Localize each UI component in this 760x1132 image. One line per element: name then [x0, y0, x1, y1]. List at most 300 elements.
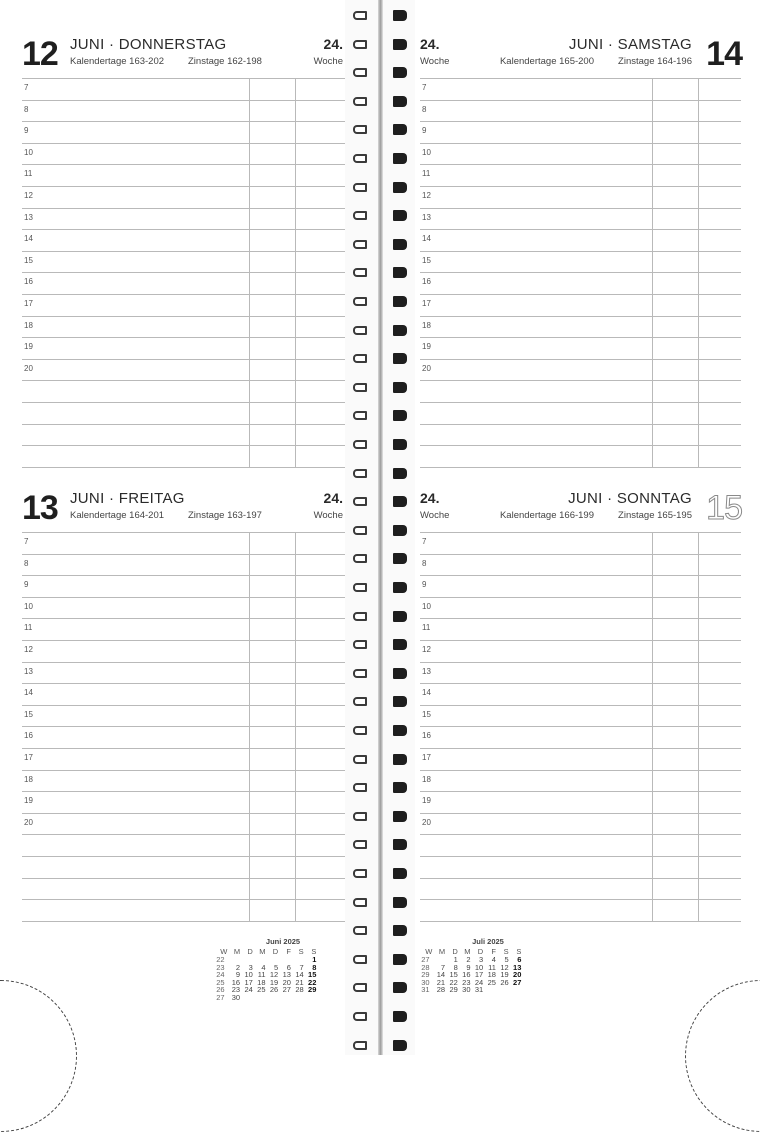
weekday-header: M: [259, 947, 266, 956]
hour-row[interactable]: [420, 208, 741, 230]
binding-coil: [353, 1011, 409, 1023]
hour-row[interactable]: [22, 726, 345, 748]
hour-row[interactable]: [420, 316, 741, 338]
day-block-sunday: [415, 486, 760, 926]
hour-row[interactable]: [22, 380, 345, 402]
hour-row[interactable]: [420, 726, 741, 748]
hour-row[interactable]: [420, 575, 741, 597]
hour-row[interactable]: [420, 532, 741, 554]
binding-coil: [353, 96, 409, 108]
hour-label: 10: [24, 601, 33, 611]
week-number-cell: 29: [421, 970, 430, 980]
hour-row[interactable]: [22, 748, 345, 770]
punch-hole-right: [685, 980, 760, 1132]
grid-bottom-line: [22, 921, 345, 922]
date-cell: 10: [474, 962, 484, 972]
binding-coil: [353, 611, 409, 623]
date-cell: 15: [449, 970, 458, 980]
hour-label: 9: [422, 126, 427, 136]
date-cell: 26: [269, 985, 279, 995]
grid-bottom-line: [420, 921, 741, 922]
date-cell: 19: [500, 970, 509, 980]
hour-row[interactable]: [22, 899, 345, 921]
binding-coil: [353, 439, 409, 451]
column-divider: [698, 532, 699, 922]
column-divider: [249, 78, 250, 468]
hour-row[interactable]: [22, 640, 345, 662]
hour-row[interactable]: [420, 813, 741, 835]
hour-label: 11: [422, 169, 431, 179]
hour-label: 10: [422, 601, 431, 611]
hour-row[interactable]: [22, 597, 345, 619]
weekday-header: M: [464, 947, 471, 956]
column-divider: [295, 532, 296, 922]
hour-row[interactable]: [22, 834, 345, 856]
binding-coil: [353, 67, 409, 79]
date-cell: 20: [282, 977, 291, 987]
binding-coil: [353, 582, 409, 594]
week-number-cell: 28: [421, 962, 430, 972]
hour-label: 19: [24, 796, 33, 806]
binding-coil: [353, 982, 409, 994]
date-cell: 5: [274, 962, 279, 972]
hour-label: 17: [24, 298, 33, 308]
day-block-saturday: [415, 32, 760, 472]
weekday-header: S: [516, 947, 522, 956]
weekday-header: S: [503, 947, 509, 956]
hour-label: 7: [422, 83, 427, 92]
hour-row[interactable]: [22, 813, 345, 835]
hour-label: 8: [422, 104, 427, 114]
hour-label: 11: [24, 169, 33, 179]
binding-coil: [353, 1040, 409, 1052]
column-divider: [698, 78, 699, 468]
hour-row[interactable]: [22, 316, 345, 338]
weekday-header: M: [233, 947, 241, 956]
date-cell: 15: [308, 970, 317, 980]
week-number-cell: 30: [421, 977, 430, 987]
date-cell: 7: [299, 962, 304, 972]
hour-row[interactable]: [22, 856, 345, 878]
date-cell: 25: [257, 985, 266, 995]
date-cell: 17: [474, 970, 484, 980]
hour-label: 16: [24, 731, 33, 741]
day-header: [0, 32, 345, 78]
date-cell: 8: [312, 962, 317, 972]
date-cell: 26: [500, 977, 509, 987]
date-cell: 18: [487, 970, 496, 980]
weekday-header: D: [477, 947, 484, 956]
hour-row[interactable]: [22, 878, 345, 900]
date-cell: 14: [295, 970, 304, 980]
hour-row[interactable]: [420, 748, 741, 770]
date-cell: 1: [312, 955, 317, 964]
weekday-header: D: [452, 947, 458, 956]
hour-row[interactable]: [22, 791, 345, 813]
date-cell: 22: [449, 977, 458, 987]
date-cell: 13: [513, 962, 522, 972]
hour-row[interactable]: [420, 899, 741, 921]
zinstage-text: Zinstage 165-195: [618, 510, 692, 521]
binding-coil: [353, 267, 409, 279]
date-cell: 24: [244, 985, 253, 995]
hour-label: 14: [422, 688, 431, 698]
date-cell: 28: [436, 985, 446, 995]
hour-label: 10: [422, 147, 431, 157]
date-cell: [511, 986, 524, 994]
hour-row[interactable]: [420, 294, 741, 316]
hour-label: 12: [24, 190, 33, 200]
hour-row[interactable]: [420, 100, 741, 122]
hour-row[interactable]: [420, 121, 741, 143]
hour-row[interactable]: [420, 186, 741, 208]
day-title: JUNI · SAMSTAG: [568, 36, 692, 53]
hour-label: 15: [422, 709, 431, 719]
hour-row[interactable]: [420, 380, 741, 402]
week-number: 24.: [420, 490, 440, 506]
hour-row[interactable]: [22, 229, 345, 251]
hour-label: 14: [422, 234, 431, 244]
hour-label: 14: [24, 688, 33, 698]
kalendertage-text: Kalendertage 164-201: [70, 510, 165, 521]
hour-row[interactable]: [420, 683, 741, 705]
binding-coil: [353, 639, 409, 651]
hour-label: 9: [24, 580, 29, 590]
hour-label: 8: [24, 104, 29, 114]
hour-row[interactable]: [420, 791, 741, 813]
hour-row[interactable]: [420, 705, 741, 727]
hour-label: 15: [422, 255, 431, 265]
binding-coil: [353, 210, 409, 222]
date-cell: 12: [500, 962, 509, 972]
hour-row[interactable]: [22, 575, 345, 597]
binding-coil: [353, 811, 409, 823]
hour-row[interactable]: [22, 683, 345, 705]
date-cell: 7: [440, 962, 446, 972]
binding-coil: [353, 668, 409, 680]
hour-row[interactable]: [420, 359, 741, 381]
day-number: 12: [22, 35, 58, 73]
week-number: 24.: [420, 36, 440, 52]
weekday-header: M: [438, 947, 446, 956]
day-title: JUNI · DONNERSTAG: [70, 36, 227, 53]
hour-row[interactable]: [420, 618, 741, 640]
date-cell: [280, 994, 293, 1002]
date-cell: 31: [474, 985, 484, 995]
hour-label: 7: [422, 537, 427, 546]
week-number-cell: 24: [216, 970, 225, 980]
date-cell: 4: [261, 962, 266, 972]
kalendertage-text: Kalendertage 166-199: [499, 510, 594, 521]
mini-calendar-title: Juni 2025: [265, 937, 301, 946]
week-number-cell: 23: [216, 962, 225, 972]
hour-row[interactable]: [22, 445, 345, 467]
hour-label: 19: [422, 796, 431, 806]
hour-row[interactable]: [420, 597, 741, 619]
hour-row[interactable]: [22, 121, 345, 143]
hour-row[interactable]: [420, 834, 741, 856]
date-cell: 30: [231, 992, 241, 1002]
date-cell: [485, 986, 498, 994]
hour-row[interactable]: [420, 251, 741, 273]
week-number-cell: 26: [216, 985, 225, 995]
spiral-binding: [345, 0, 415, 1055]
day-header: [415, 486, 760, 532]
binding-coil: [353, 353, 409, 365]
binding-coil: [353, 153, 409, 165]
week-number-cell: 31: [421, 985, 430, 995]
hour-row[interactable]: [420, 337, 741, 359]
hour-row[interactable]: [22, 251, 345, 273]
week-label: Woche: [420, 510, 450, 521]
date-cell: 8: [453, 962, 458, 972]
date-cell: 1: [453, 955, 458, 964]
hour-row[interactable]: [22, 337, 345, 359]
week-number: 24.: [323, 36, 343, 52]
date-cell: 16: [231, 977, 241, 987]
week-label: Woche: [313, 56, 343, 67]
mini-calendar-grid: [419, 947, 524, 994]
hour-label: 17: [24, 752, 33, 762]
day-number: 14: [706, 35, 742, 73]
hour-row[interactable]: [420, 640, 741, 662]
hour-row[interactable]: [22, 705, 345, 727]
hour-label: 15: [24, 709, 33, 719]
date-cell: 25: [487, 977, 496, 987]
day-number: 15: [706, 489, 742, 527]
weekday-header: W: [220, 947, 228, 956]
hour-row[interactable]: [22, 164, 345, 186]
hour-label: 8: [24, 558, 29, 568]
hour-label: 16: [422, 277, 431, 287]
hour-row[interactable]: [420, 164, 741, 186]
weekday-header: W: [425, 947, 433, 956]
punch-hole-left: [0, 980, 77, 1132]
right-page: [415, 0, 760, 1055]
week-number: 24.: [323, 490, 343, 506]
hour-row[interactable]: [420, 662, 741, 684]
kalendertage-text: Kalendertage 165-200: [499, 56, 594, 67]
binding-coil: [353, 182, 409, 194]
date-cell: [268, 994, 281, 1002]
mini-calendar-juni: [214, 937, 352, 1017]
hour-label: 18: [24, 774, 33, 784]
week-label: Woche: [420, 56, 450, 67]
hour-row[interactable]: [22, 554, 345, 576]
hour-grid[interactable]: [22, 532, 345, 922]
binding-coil: [353, 124, 409, 136]
hour-row[interactable]: [22, 532, 345, 554]
date-cell: 12: [269, 970, 279, 980]
hour-label: 18: [422, 774, 431, 784]
hour-label: 7: [24, 537, 29, 546]
hour-label: 11: [422, 623, 431, 633]
hour-row[interactable]: [22, 78, 345, 100]
hour-label: 13: [422, 212, 431, 222]
hour-row[interactable]: [420, 402, 741, 424]
mini-calendar-juli: [419, 937, 557, 1017]
hour-label: 16: [422, 731, 431, 741]
hour-label: 15: [24, 255, 33, 265]
hour-row[interactable]: [22, 662, 345, 684]
date-cell: 3: [248, 962, 253, 972]
date-cell: 4: [491, 955, 496, 964]
hour-grid[interactable]: [420, 78, 741, 468]
hour-label: 20: [422, 363, 431, 373]
date-cell: 28: [295, 985, 304, 995]
binding-coil: [353, 954, 409, 966]
date-cell: 27: [282, 985, 291, 995]
hour-label: 13: [24, 212, 33, 222]
hour-row[interactable]: [420, 554, 741, 576]
column-divider: [249, 532, 250, 922]
date-cell: 11: [488, 962, 496, 972]
week-label: Woche: [313, 510, 343, 521]
grid-bottom-line: [22, 467, 345, 468]
binding-coil: [353, 10, 409, 22]
hour-row[interactable]: [420, 424, 741, 446]
date-cell: 20: [513, 970, 522, 980]
hour-label: 13: [422, 666, 431, 676]
hour-grid[interactable]: [22, 78, 345, 468]
hour-label: 16: [24, 277, 33, 287]
zinstage-text: Zinstage 163-197: [188, 510, 262, 521]
binding-coil: [353, 382, 409, 394]
date-cell: 30: [462, 985, 471, 995]
zinstage-text: Zinstage 164-196: [618, 56, 692, 67]
hour-label: 12: [422, 190, 431, 200]
hour-label: 12: [422, 644, 431, 654]
date-cell: 29: [308, 985, 317, 995]
date-cell: 13: [282, 970, 291, 980]
hour-label: 17: [422, 298, 431, 308]
hour-row[interactable]: [22, 272, 345, 294]
weekday-header: D: [272, 947, 279, 956]
binding-coil: [353, 296, 409, 308]
column-divider: [652, 78, 653, 468]
hour-row[interactable]: [420, 770, 741, 792]
hour-row[interactable]: [420, 143, 741, 165]
hour-label: 10: [24, 147, 33, 157]
date-cell: 23: [462, 977, 471, 987]
hour-row[interactable]: [22, 100, 345, 122]
hour-label: 18: [24, 320, 33, 330]
hour-label: 13: [24, 666, 33, 676]
column-divider: [652, 532, 653, 922]
week-number-cell: 25: [216, 977, 225, 987]
date-cell: 6: [286, 962, 291, 972]
hour-row[interactable]: [420, 445, 741, 467]
hour-row[interactable]: [420, 878, 741, 900]
binding-coil: [353, 782, 409, 794]
binding-coil: [353, 839, 409, 851]
hour-row[interactable]: [22, 770, 345, 792]
hour-grid[interactable]: [420, 532, 741, 922]
date-cell: [242, 994, 255, 1002]
date-cell: [498, 986, 511, 994]
hour-label: 20: [24, 363, 33, 373]
week-number-cell: 27: [421, 955, 430, 964]
hour-row[interactable]: [22, 402, 345, 424]
kalendertage-text: Kalendertage 163-202: [70, 56, 165, 67]
hour-row[interactable]: [22, 208, 345, 230]
binding-coil: [353, 239, 409, 251]
binding-coil: [353, 325, 409, 337]
binding-coil: [353, 496, 409, 508]
hour-row[interactable]: [22, 186, 345, 208]
zinstage-text: Zinstage 162-198: [188, 56, 262, 67]
date-cell: 21: [436, 977, 446, 987]
hour-label: 17: [422, 752, 431, 762]
weekday-header: D: [247, 947, 253, 956]
hour-row[interactable]: [420, 272, 741, 294]
column-divider: [295, 78, 296, 468]
week-number-cell: 22: [216, 955, 225, 964]
date-cell: 14: [436, 970, 446, 980]
day-header: [415, 32, 760, 78]
hour-label: 18: [422, 320, 431, 330]
binding-coil: [353, 897, 409, 909]
date-cell: 6: [517, 955, 522, 964]
hour-row[interactable]: [22, 143, 345, 165]
hour-label: 9: [422, 580, 427, 590]
hour-label: 11: [24, 623, 33, 633]
hour-row[interactable]: [22, 618, 345, 640]
binding-coil: [353, 925, 409, 937]
weekday-header: F: [491, 947, 496, 956]
date-cell: 10: [244, 970, 253, 980]
mini-calendar-title: Juli 2025: [472, 937, 504, 946]
date-cell: 23: [231, 985, 241, 995]
binding-coil: [353, 410, 409, 422]
hour-row[interactable]: [420, 229, 741, 251]
date-cell: 5: [504, 955, 509, 964]
binding-coil: [353, 868, 409, 880]
hour-row[interactable]: [420, 78, 741, 100]
date-cell: 18: [257, 977, 266, 987]
hour-label: 19: [422, 342, 431, 352]
date-cell: 2: [235, 962, 241, 972]
date-cell: 9: [235, 970, 241, 980]
day-block-thursday: [0, 32, 345, 472]
binding-coil: [353, 39, 409, 51]
day-title: JUNI · FREITAG: [70, 490, 185, 507]
binding-coil: [353, 725, 409, 737]
date-cell: 17: [244, 977, 253, 987]
hour-row[interactable]: [22, 294, 345, 316]
date-cell: [293, 994, 306, 1002]
date-cell: 21: [295, 977, 304, 987]
date-cell: [306, 994, 319, 1002]
left-page: [0, 0, 345, 1055]
binding-coil: [353, 525, 409, 537]
hour-row[interactable]: [420, 856, 741, 878]
date-cell: 9: [466, 962, 471, 972]
date-cell: [255, 994, 268, 1002]
weekday-header: F: [286, 947, 291, 956]
grid-bottom-line: [420, 467, 741, 468]
date-cell: 11: [257, 970, 266, 980]
hour-row[interactable]: [22, 424, 345, 446]
hour-label: 8: [422, 558, 427, 568]
weekday-header: S: [311, 947, 317, 956]
date-cell: 27: [513, 977, 522, 987]
date-cell: 22: [308, 977, 317, 987]
week-number-cell: 27: [216, 992, 225, 1002]
hour-label: 9: [24, 126, 29, 136]
hour-row[interactable]: [22, 359, 345, 381]
date-cell: 19: [269, 977, 279, 987]
